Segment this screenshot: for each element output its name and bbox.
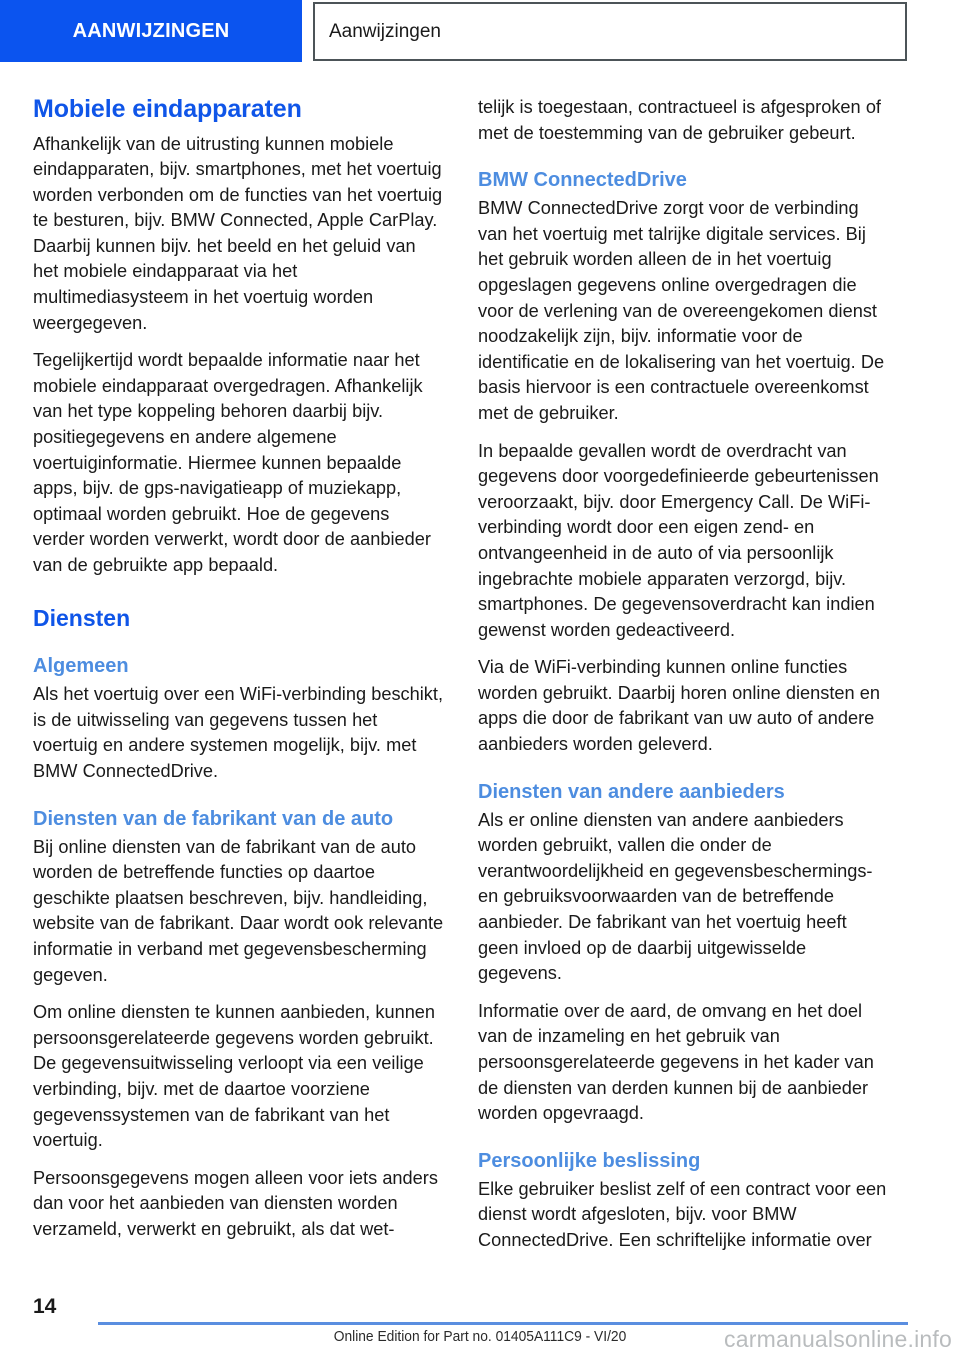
subsection-heading-connecteddrive: BMW ConnectedDrive (478, 169, 687, 192)
right-column (478, 95, 890, 1254)
paragraph: Persoonsgegevens mogen alleen voor iets anders dan voor het aanbieden van diensten worden verzameld, verwerkt en gebruikt, als dat wet- (33, 1167, 438, 1239)
paragraph: Als het voertuig over een WiFi-verbinding beschikt, is de uitwisseling van gegevens tussen het voertuig en andere systemen mogelijk, bijv. met BMW ConnectedDrive. (33, 684, 444, 781)
left-column (33, 95, 445, 1242)
subsection-heading-algemeen: Algemeen (33, 655, 129, 678)
edition-notice: Online Edition for Part no. 01405A111C9 - VI/20 (333, 1328, 627, 1345)
page-body (0, 95, 960, 1285)
paragraph: In bepaalde gevallen wordt de overdracht van gegevens door voorgedefinieerde gebeurtenissen veroorzaakt, bijv. door Emergency Call. De WiFi-verbinding wordt door een eigen zend- en ontvangeenheid in de auto of via persoonlijk ingebrachte mobiele apparaten verzorgd, bijv. smartphones. De gegevensoverdracht kan indien gewenst worden gedeactiveerd. (478, 440, 879, 640)
paragraph: Bij online diensten van de fabrikant van de auto worden de betreffende functies op daartoe geschikte plaatsen beschreven, bijv. handleiding, website van de fabrikant. Daar wordt ook relevante informatie in verband met gegevensbescherming gegeven. (33, 836, 444, 985)
paragraph: Om online diensten te kunnen aanbieden, kunnen persoonsgerelateerde gegevens worden gebruikt. De gegevensuitwisseling verloopt via een veilige verbinding, bijv. met de daartoe voorziene gegevenssystemen van de fabrikant van het voertuig. (33, 1002, 436, 1151)
paragraph: Elke gebruiker beslist zelf of een contract voor een dienst wordt afgesloten, bijv. voor BMW ConnectedDrive. Een schriftelijke informatie over (478, 1178, 887, 1250)
paragraph: Informatie over de aard, de omvang en het doel van de inzameling en het gebruik van persoonsgerelateerde gegevens in het kader van de diensten van derden kunnen bij de aanbieder worden opgevraagd. (478, 1000, 874, 1124)
paragraph: telijk is toegestaan, contractueel is afgesproken of met de toestemming van de gebruiker gebeurt. (478, 97, 881, 143)
paragraph: Afhankelijk van de uitrusting kunnen mobiele eindapparaten, bijv. smartphones, met het voertuig worden verbonden om de functies van het voertuig te besturen, bijv. BMW Connected, Apple CarPlay. Daarbij kunnen bijv. het beeld en het geluid van het mobiele eindapparaat via het multimediasysteem in het voertuig worden weergegeven. (33, 133, 443, 333)
subsection-heading-fabrikant: Diensten van de fabrikant van de auto (33, 807, 394, 830)
paragraph: Tegelijkertijd wordt bepaalde informatie naar het mobiele eindapparaat overgedragen. Afhankelijk van het type koppeling behoren daarbij bijv. positiegegevens en andere algemene voertuiginformatie. Hiermee kunnen bepaalde apps, bijv. de gps-navigatieapp of muziekapp, optimaal worden gebruikt. Hoe de gegevens verder worden verwerkt, wordt door de aanbieder van de gebruikte app bepaald. (33, 350, 431, 575)
section-title-box (313, 2, 907, 61)
section-title-label: Aanwijzingen (329, 20, 441, 42)
section-heading-diensten: Diensten (33, 604, 131, 631)
footer-divider (98, 1322, 908, 1325)
page-title: Mobiele eindapparaten (33, 95, 302, 123)
page-number: 14 (33, 1295, 57, 1318)
page-header (0, 0, 960, 66)
page-footer (0, 1290, 960, 1362)
subsection-heading-persoonlijke-beslissing: Persoonlijke beslissing (478, 1149, 701, 1172)
subsection-heading-andere-aanbieders: Diensten van andere aanbieders (478, 780, 785, 803)
paragraph: BMW ConnectedDrive zorgt voor de verbinding van het voertuig met talrijke digitale services. Bij het gebruik worden alleen de in het voertuig opgeslagen gegevens online overgedragen die voor de verlening van de overeengekomen dienst noodzakelijk zijn, bijv. informatie voor de identificatie en de lokalisering van het voertuig. De basis hiervoor is een contractuele overeenkomst met de gebruiker. (478, 198, 885, 423)
paragraph: Via de WiFi-verbinding kunnen online functies worden gebruikt. Daarbij horen online diensten en apps die door de fabrikant van uw auto of andere aanbieders worden geleverd. (478, 657, 880, 755)
chapter-tab (0, 0, 302, 62)
paragraph: Als er online diensten van andere aanbieders worden gebruikt, vallen die onder de verantwoordelijkheid en gegevensbeschermings- en gebruiksvoorwaarden van de betreffende aanbieder. De fabrikant van het voertuig heeft geen invloed op de daarbij uitgewisselde gegevens. (478, 809, 873, 984)
chapter-tab-label: AANWIJZINGEN (72, 19, 230, 42)
watermark-text: carmanualsonline.info (724, 1326, 952, 1352)
